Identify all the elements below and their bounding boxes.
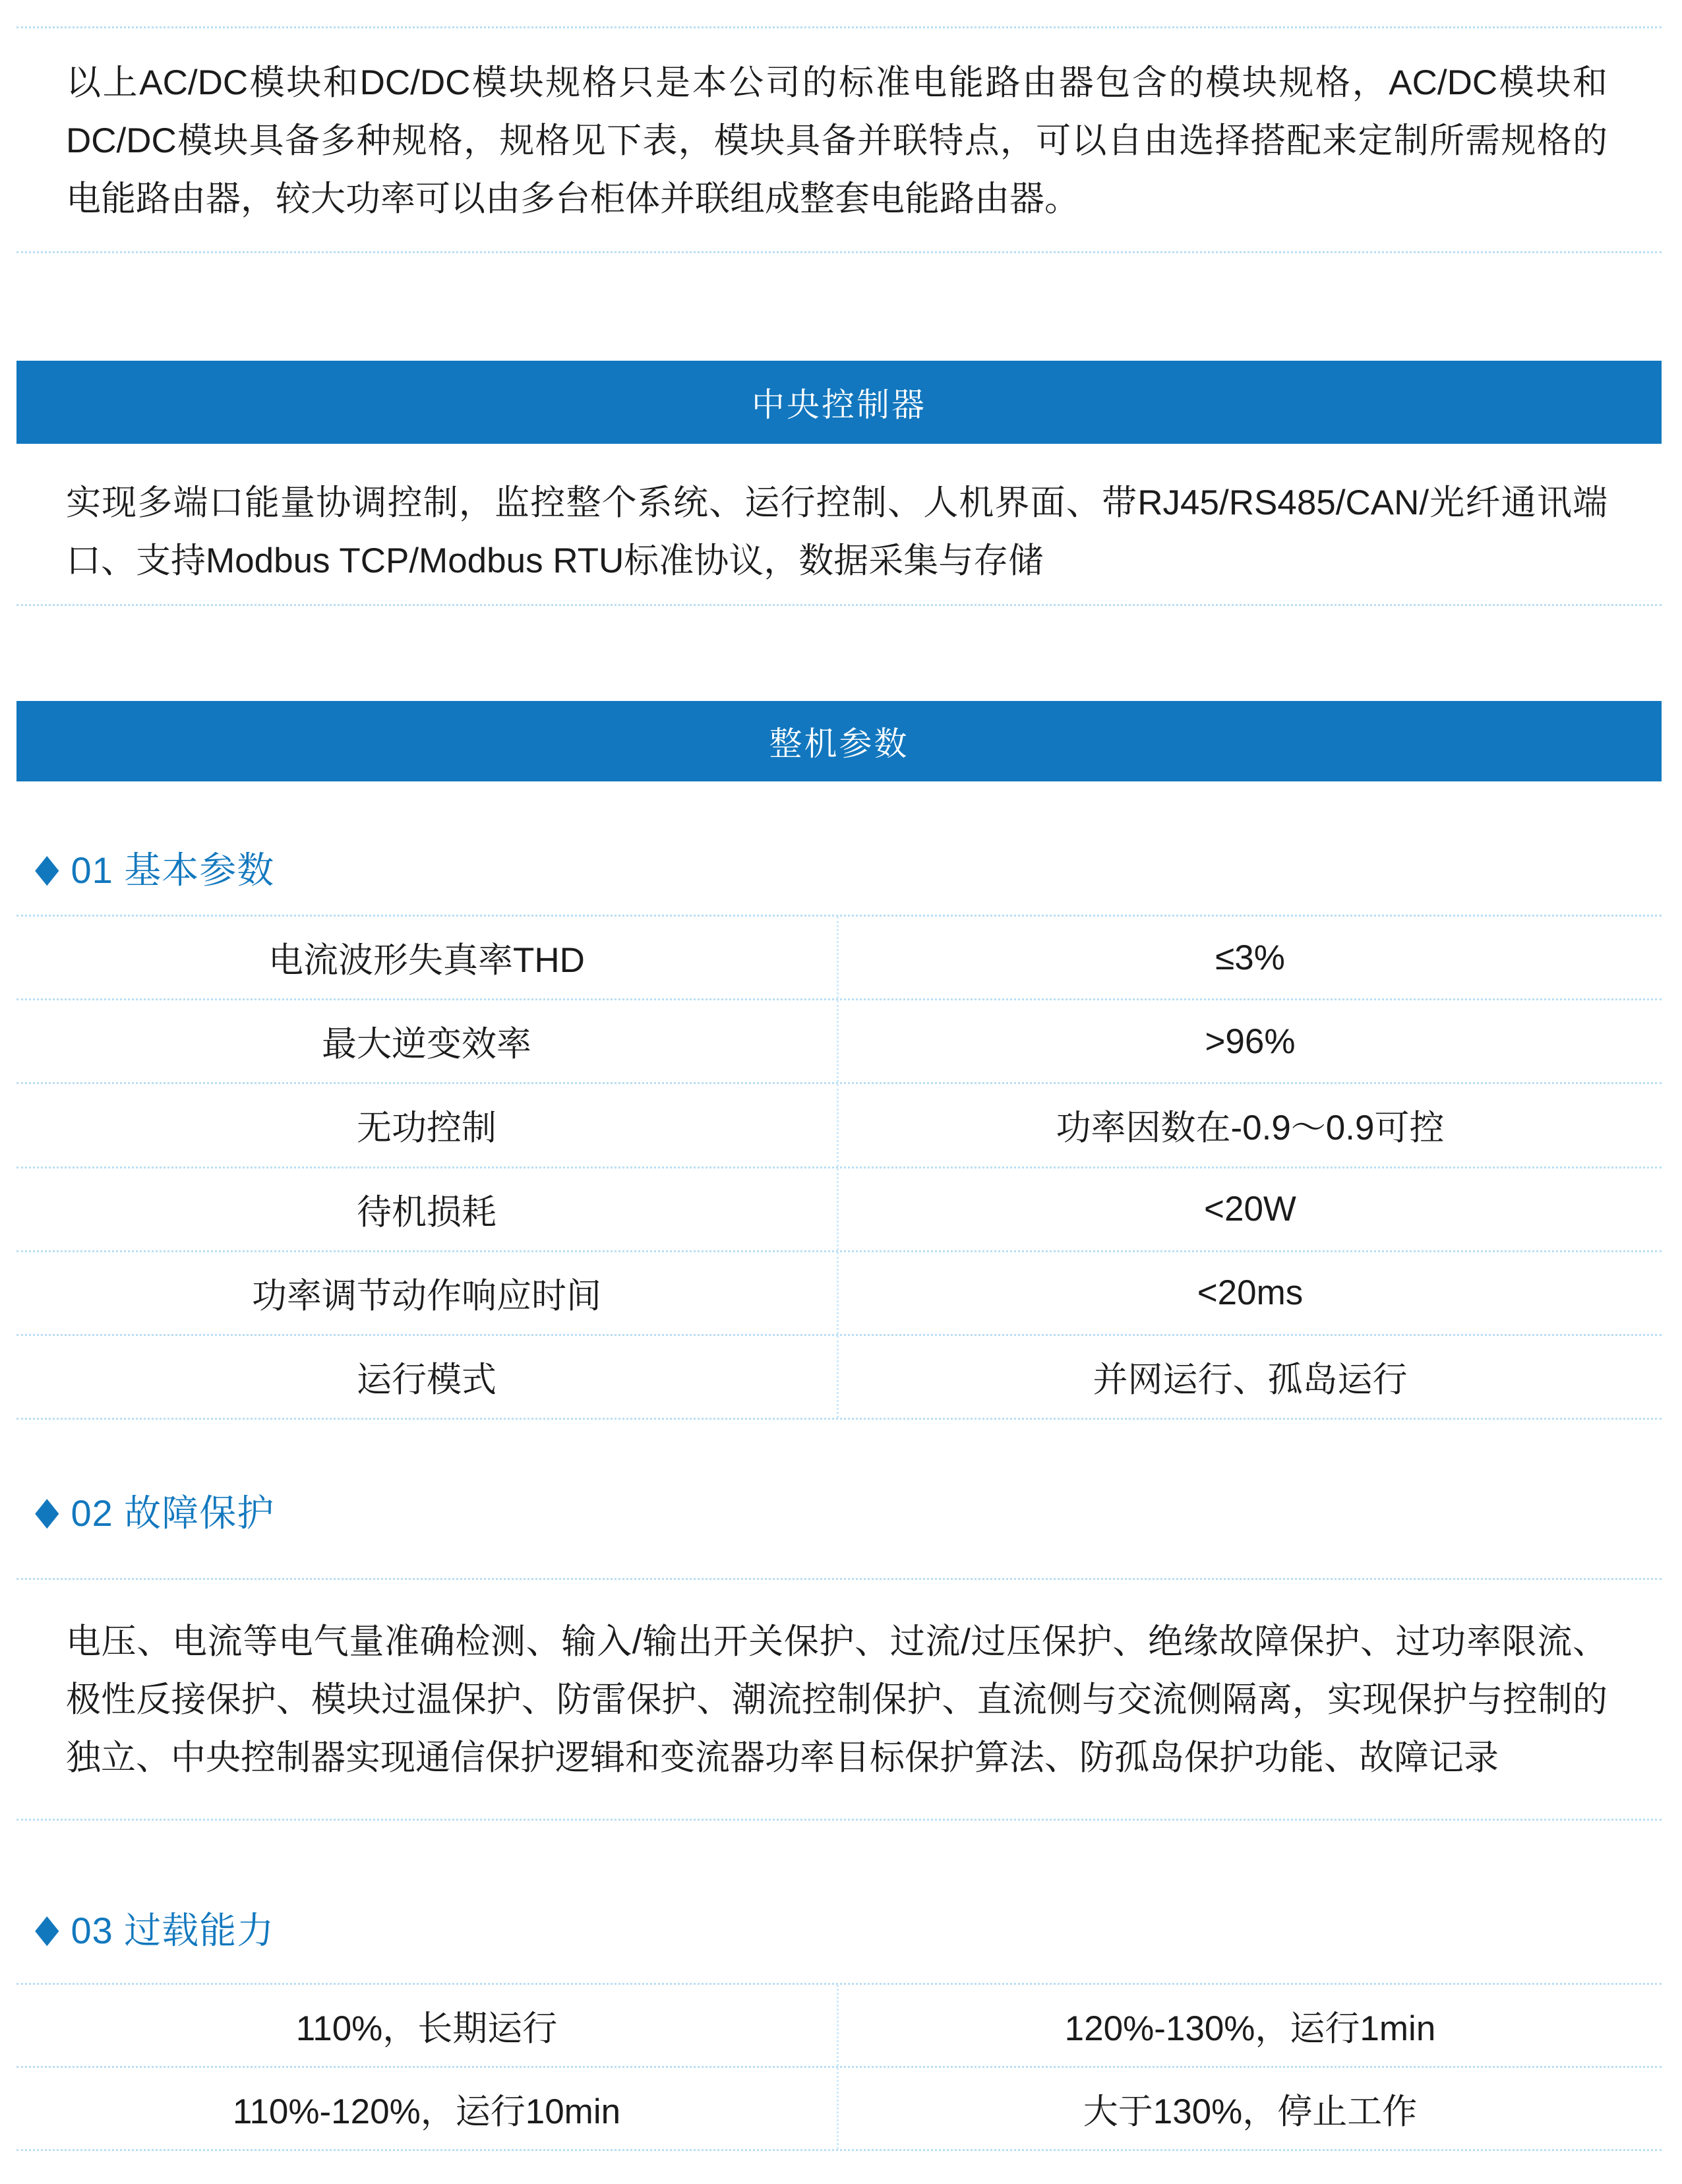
subsection-heading-label: 02 故障保护 [71,1492,275,1534]
basic-params-table [16,915,1662,1420]
param-value-cell: <20W [1204,1190,1296,1229]
table-row [16,1985,1662,2066]
table-row [16,1250,1662,1334]
machine-params-banner [16,701,1662,781]
subsection-heading-label: 01 基本参数 [71,849,275,891]
central-controller-banner [16,361,1662,444]
param-label-cell: 功率调节动作响应时间 [16,1252,839,1334]
overload-cell: 110%，长期运行 [16,1985,839,2066]
table-row [16,1082,1662,1166]
param-label-cell: 电流波形失真率THD [16,917,839,998]
table-row [16,998,1662,1082]
table-row [16,1167,1662,1250]
param-value-cell: <20ms [1197,1273,1304,1313]
section-divider [16,26,1662,28]
param-value-cell: 功率因数在-0.9～0.9可控 [1056,1108,1445,1148]
subsection-heading-label: 03 过载能力 [71,1910,275,1951]
subsection-heading-fault-protection [34,1484,274,1537]
fault-protection-description: 电压、电流等电气量准确检测、输入/输出开关保护、过流/过压保护、绝缘故障保护、过功率限流、极性反接保护、模块过温保护、防雷保护、潮流控制保护、直流侧与交流侧隔离，实现保护与控制的独立、中央控制器实现通信保护逻辑和变流器功率目标保护算法、防孤岛保护功能、故障记录 [66,1622,1607,1777]
section-divider [16,251,1662,253]
section-divider [16,1819,1662,1821]
overload-cell: 120%-130%，运行1min [1064,2009,1436,2048]
section-divider [16,1578,1662,1580]
section-divider [16,604,1662,606]
machine-params-banner-title: 整机参数 [769,725,909,762]
diamond-icon: ◆ [34,1488,60,1533]
param-label-cell: 最大逆变效率 [16,1000,839,1082]
diamond-icon: ◆ [34,1906,60,1951]
param-value-cell: ≤3% [1215,938,1285,977]
overload-cell: 110%-120%，运行10min [16,2068,839,2149]
param-value-cell: 并网运行、孤岛运行 [1093,1360,1408,1399]
param-label-cell: 无功控制 [16,1084,839,1166]
diamond-icon: ◆ [34,845,60,890]
central-controller-description: 实现多端口能量协调控制，监控整个系统、运行控制、人机界面、带RJ45/RS485/CAN/光纤通讯端口、支持Modbus TCP/Modbus RTU标准协议，数据采集与存储 [66,483,1607,580]
overload-cell: 大于130%，停止工作 [1083,2092,1418,2131]
table-row [16,917,1662,998]
subsection-heading-basic-params [34,841,274,894]
param-label-cell: 待机损耗 [16,1168,839,1250]
intro-paragraph: 以上AC/DC模块和DC/DC模块规格只是本公司的标准电能路由器包含的模块规格，AC/DC模块和DC/DC模块具备多种规格，规格见下表，模块具备并联特点，可以自由选择搭配来定制所需规格的电能路由器，较大功率可以由多台柜体并联组成整套电能路由器。 [66,63,1607,218]
central-controller-banner-title: 中央控制器 [752,386,926,423]
param-label-cell: 运行模式 [16,1336,839,1418]
table-row [16,1334,1662,1418]
param-value-cell: >96% [1205,1021,1296,1061]
subsection-heading-overload [34,1902,274,1955]
overload-table [16,1983,1662,2151]
table-row [16,2066,1662,2149]
